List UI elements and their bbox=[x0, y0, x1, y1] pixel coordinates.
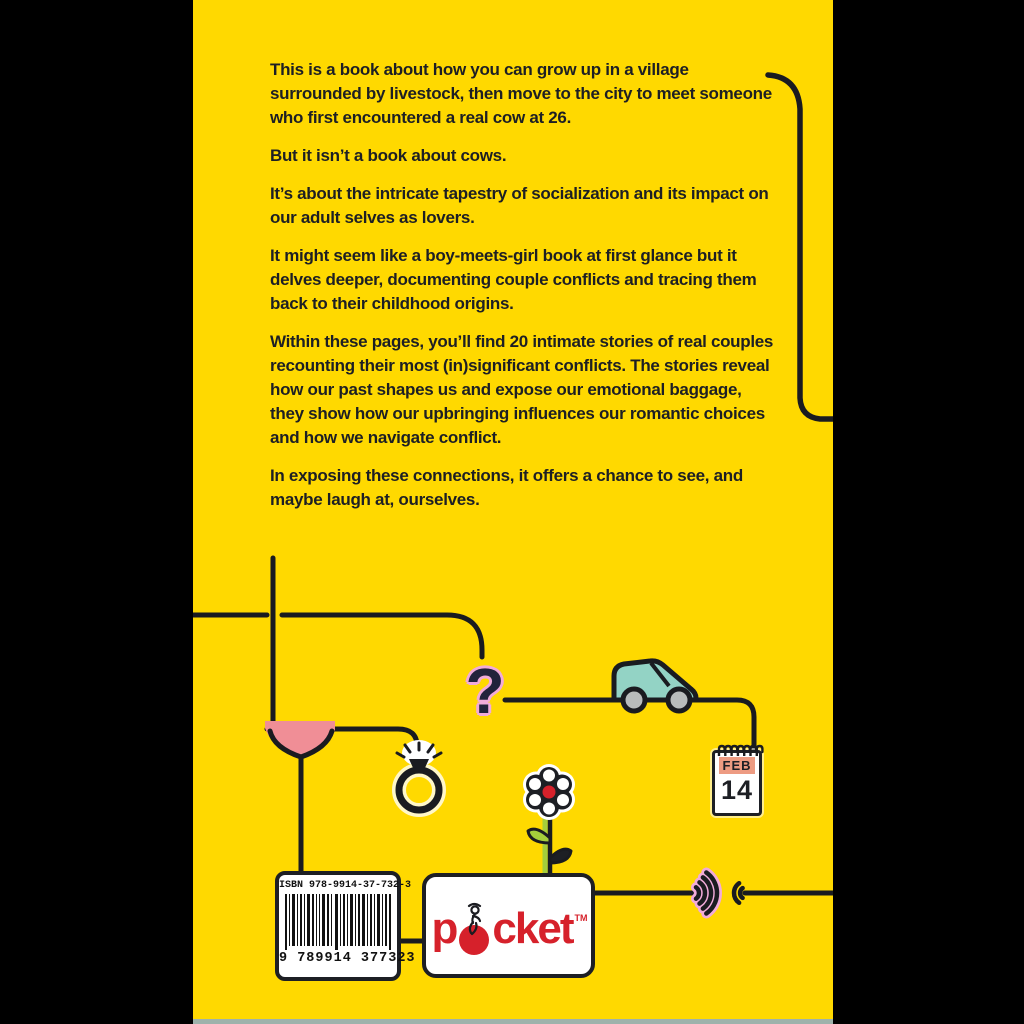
calendar-day: 14 bbox=[720, 775, 754, 805]
calendar-month: FEB bbox=[719, 757, 755, 774]
calendar-spiral bbox=[715, 742, 765, 756]
isbn-label: ISBN 978-9914-37-732-3 bbox=[279, 880, 412, 891]
pocket-logo bbox=[431, 902, 588, 953]
panties-icon bbox=[265, 721, 335, 759]
blurb-paragraph: It might seem like a boy-meets-girl book at first glance but it delves deeper, documenting couple conflicts and tracing them back to their childhood origins. bbox=[270, 246, 757, 313]
publisher-logo-box bbox=[422, 873, 595, 978]
blurb-paragraph: But it isn’t a book about cows. bbox=[270, 146, 507, 165]
cover-bottom-edge bbox=[193, 1019, 833, 1024]
blurb-paragraph: In exposing these connections, it offers a chance to see, and maybe laugh at, ourselves. bbox=[270, 466, 743, 509]
flower-head bbox=[523, 764, 575, 820]
pocket-logo-suffix: cket bbox=[492, 904, 573, 953]
calendar-icon bbox=[712, 750, 762, 816]
pocket-logo-figure-icon bbox=[457, 902, 491, 956]
back-cover bbox=[193, 0, 833, 1024]
blurb-paragraph: Within these pages, you’ll find 20 intimate stories of real couples recounting their most (in)significant conflicts. The stories reveal how our past shapes us and expose our emotional baggage, they show how our upbringing influences our romantic choices and how we navigate conflict. bbox=[270, 332, 774, 447]
trademark-symbol: TM bbox=[574, 913, 588, 923]
pocket-logo-prefix: p bbox=[431, 904, 457, 953]
car-icon bbox=[614, 661, 696, 711]
flower-icon bbox=[523, 764, 575, 873]
blurb-paragraph: It’s about the intricate tapestry of socialization and its impact on our adult selves as lovers. bbox=[270, 184, 769, 227]
blurb-paragraph: This is a book about how you can grow up in a village surrounded by livestock, then move to the city to meet someone who first encountered a real cow at 26. bbox=[270, 60, 772, 127]
sound-waves-icon bbox=[696, 873, 743, 914]
barcode-bars bbox=[285, 894, 391, 950]
bracket-line bbox=[768, 75, 833, 419]
isbn-barcode bbox=[275, 871, 416, 981]
isbn-digits: 9 789914 377323 bbox=[279, 951, 416, 966]
ring-icon bbox=[397, 740, 441, 810]
question-mark-icon: ? bbox=[465, 655, 505, 727]
